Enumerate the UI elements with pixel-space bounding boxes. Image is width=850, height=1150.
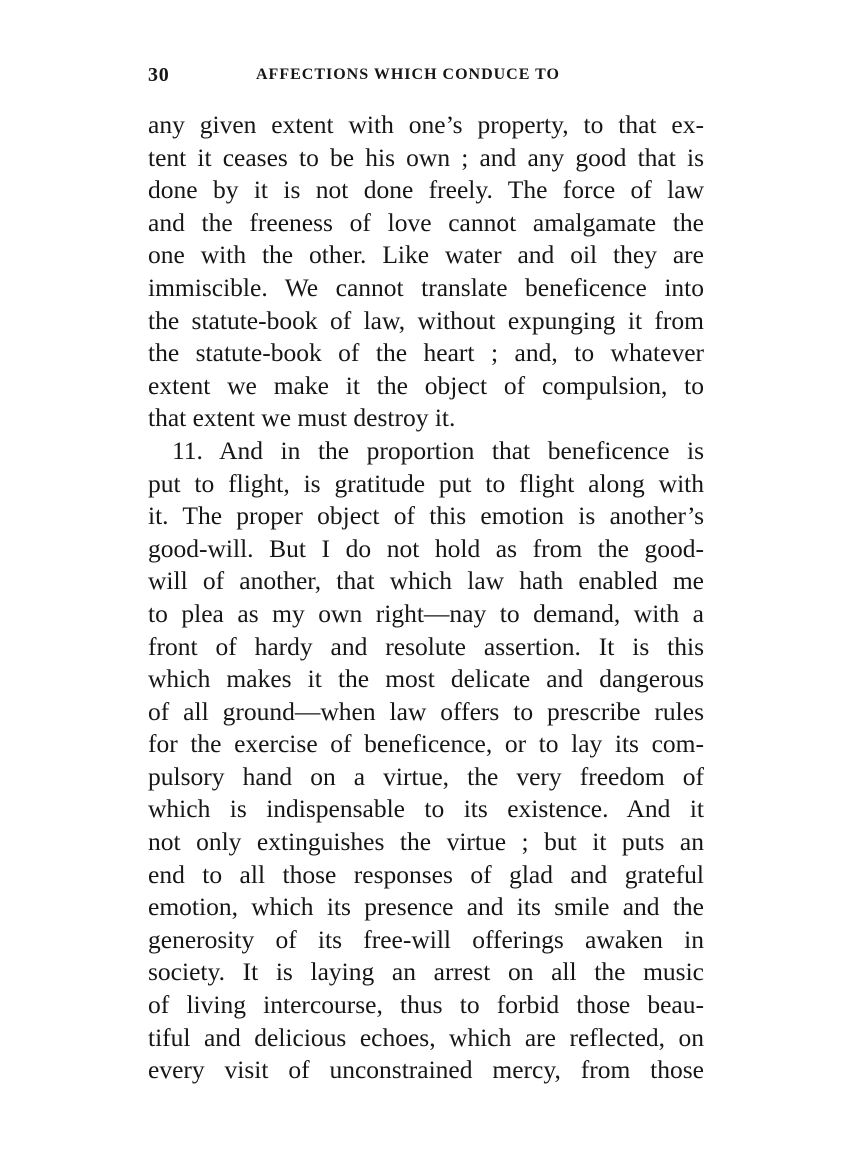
text-line: it. The proper object of this emotion is another’s [148,501,704,531]
text-line: to plea as my own right—nay to demand, with a [148,598,704,628]
text-line: one with the other. Like water and oil they are [148,240,704,270]
text-line: which is indispensable to its existence. And it [148,794,704,824]
text-line: for the exercise of beneficence, or to lay its com- [148,729,704,759]
text-line: generosity of its free-will offerings awaken in [148,924,704,954]
text-line: of all ground—when law offers to prescribe rules [148,696,704,726]
text-line: done by it is not done freely. The force of law [148,175,704,205]
text-line: immiscible. We cannot translate beneficence into [148,272,704,302]
text-line: every visit of unconstrained mercy, from those [148,1055,704,1085]
text-line: pulsory hand on a virtue, the very freedom of [148,761,704,791]
text-line: end to all those responses of glad and grateful [148,859,704,889]
body-text [148,109,704,1087]
text-line: that extent we must destroy it. [148,403,456,433]
page-number: 30 [148,64,170,86]
text-line: of living intercourse, thus to forbid those beau- [148,990,704,1020]
book-page [148,60,704,1087]
text-line: society. It is laying an arrest on all the music [148,957,704,987]
text-line: front of hardy and resolute assertion. It is this [148,631,704,661]
text-line: put to flight, is gratitude put to flight along with [148,468,704,498]
text-line: good-will. But I do not hold as from the good- [148,533,704,563]
text-line: will of another, that which law hath enabled me [148,566,704,596]
text-line: the statute-book of law, without expunging it from [148,305,704,335]
text-line: tent it ceases to be his own ; and any good that is [148,142,704,172]
text-line: any given extent with one’s property, to that ex- [148,110,704,139]
text-line: tiful and delicious echoes, which are reflected, on [148,1022,704,1052]
paragraph-start-line: 11. And in the proportion that beneficence is [172,435,704,465]
text-line: not only extinguishes the virtue ; but it puts an [148,827,704,857]
text-line: which makes it the most delicate and dangerous [148,664,704,694]
text-line: and the freeness of love cannot amalgamate the [148,207,704,237]
text-line: the statute-book of the heart ; and, to whatever [148,338,704,368]
text-line: extent we make it the object of compulsion, to [148,370,704,400]
running-header [148,60,704,94]
text-line: emotion, which its presence and its smile and the [148,892,704,922]
running-title: AFFECTIONS WHICH CONDUCE TO [256,66,560,83]
